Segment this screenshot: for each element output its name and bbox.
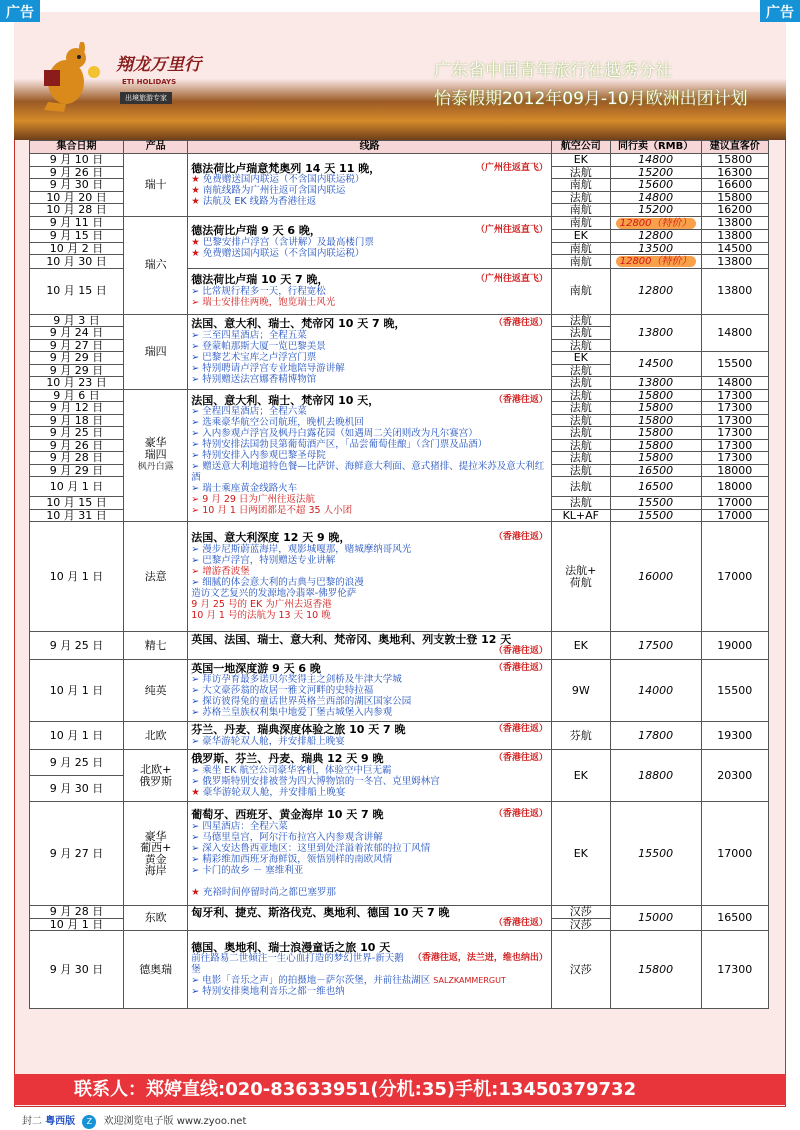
table-row: 9 月 25 日 精七 英国、法国、瑞士、意大利、梵帝冈、奥地利、列支敦士登 12 天 （香港往返） EK 17500 19000 [30, 632, 769, 660]
table-row: 10 月 2 日 南航 13500 14500 [30, 242, 769, 255]
header-product: 产品 [124, 141, 188, 154]
footer-text: 欢迎浏览电子版 [103, 1116, 174, 1127]
table-row: 9 月 12 日 法航 15800 17300 [30, 402, 769, 415]
table-row: 9 月 27 日 法航 [30, 339, 769, 352]
table-row: 10 月 1 日 汉莎 [30, 918, 769, 931]
table-row: 9 月 15 日 EK 12800 13800 [30, 230, 769, 243]
table-row: 9 月 28 日 东欧 匈牙利、捷克、斯洛伐克、奥地利、德国 10 天 7 晚 （香港往返） 汉莎 15000 16500 [30, 906, 769, 919]
header-retail-price: 建议直客价 [701, 141, 768, 154]
logo-chinese-name: 翔龙万里行 [116, 55, 201, 75]
table-row: 9 月 25 日 法航 15800 17300 [30, 427, 769, 440]
header-trade-price: 同行卖（RMB） [610, 141, 701, 154]
table-row: 9 月 29 日 法航 [30, 364, 769, 377]
logo-english-name: ETI HOLIDAYS [122, 78, 177, 86]
table-row: 9 月 30 日 南航 15600 16600 [30, 179, 769, 192]
kangaroo-mascot-icon [36, 42, 106, 114]
table-row: 10 月 23 日 法航 13800 14800 [30, 377, 769, 390]
table-row: 9 月 30 日 德奥瑞 德国、奥地利、瑞士浪漫童话之旅 10 天 （香港往返，法兰进，维也纳出） 前往路易二世倾注一生心血打造的梦幻世界-新天鹅堡 ➢ 电影「音乐之声」的拍摄地－萨尔茨堡，并前往盐湖区 SALZKAMMERGUT ➢ 特别安排奥地利音乐之都一维也纳 汉莎 15800 17300 [30, 931, 769, 1009]
table-row: 10 月 20 日 法航 14800 15800 [30, 191, 769, 204]
table-row: 10 月 31 日 KL+AF 15500 17000 [30, 509, 769, 522]
table-row: 9 月 18 日 法航 15800 17300 [30, 414, 769, 427]
table-row: 9 月 10 日 瑞十 德法荷比卢瑞意梵奥列 14 天 11 晚， （广州往返直飞） ★ 免费赠送国内联运（不含国内联运税） ★ 南航线路为广州往返可含国内联运 ★ 法航及 EK 线路为香港往返 EK 14800 15800 [30, 154, 769, 167]
header-banner [14, 12, 786, 140]
zy-logo-icon: Z [82, 1115, 96, 1129]
ad-label-right: 广告 [760, 0, 800, 22]
table-row: 10 月 1 日 纯英 英国一地深度游 9 天 6 晚 （香港往返） ➢ 拜访孕育最多诺贝尔奖得主之剑桥及牛津大学城 ➢ 大文豪莎翁的故居一雅文河畔的史特拉福 ➢ 探访彼得兔的童话世界英格兰西部的湖区国家公园 ➢ 苏格兰皇族权利集中地爱丁堡古城堡入内参观 9W 14000 15500 [30, 660, 769, 722]
footer-url[interactable]: www.zyoo.net [176, 1116, 247, 1127]
table-row: 9 月 6 日 豪华 瑞四 枫丹白露 法国、意大利、瑞士、梵帝冈 10 天， （香港往返） ➢ 全程四星酒店；全程六菜 ➢ 选乘豪华航空公司航班，晚机去晚机回 ➢ 入内参观卢浮宫及枫丹白露花园（如遇周二关闭则改为凡尔赛宫） ➢ 特别安排法国勃艮第葡萄酒产区，「品尝葡萄佳酿」（含门票及品酒） ➢ 特别安排入内参观巴黎圣母院 ➢ 赠送意大利地道特色餐—比萨饼、海鲜意大利面、意式猪排、提拉米苏及意大利红酒 ➢ 瑞士乘座黄金线路火车 ➢ 9 月 29 日为广州往返法航 ➢ 10 月 1 日两团都是不超 35 人小团 法航 15800 17300 [30, 389, 769, 402]
table-row: 9 月 25 日 北欧+ 俄罗斯 俄罗斯、芬兰、丹麦、瑞典 12 天 9 晚 （香港往返） ➢ 乘坐 EK 航空公司豪华客机，体验空中巨无霸 ➢ 俄罗斯特别安排被誉为四大博物馆的一冬宫、克里姆林宫 ★ 豪华游轮双人舱，并安排船上晚宴 EK 18800 20300 [30, 750, 769, 776]
footer-page: 封二 [22, 1116, 42, 1127]
table-row: 9 月 26 日 法航 15800 17300 [30, 439, 769, 452]
table-row: 9 月 29 日 法航 16500 18000 [30, 464, 769, 477]
table-row: 9 月 11 日 瑞六 德法荷比卢瑞 9 天 6 晚， （广州往返直飞） ★ 巴黎安排卢浮宫（含讲解）及最高楼门票 ★ 免费赠送国内联运（不含国内联运税） 南航 12800（特价） 13800 [30, 216, 769, 230]
table-row: 9 月 28 日 法航 15800 17300 [30, 452, 769, 465]
logo [36, 38, 216, 118]
table-row: 9 月 29 日 EK 14500 15500 [30, 352, 769, 365]
table-row: 9 月 26 日 法航 15200 16300 [30, 166, 769, 179]
table-row: 9 月 24 日 法航 [30, 327, 769, 340]
page-footer [22, 1112, 246, 1129]
header-date: 集合日期 [30, 141, 124, 154]
table-row: 10 月 15 日 法航 15500 17000 [30, 497, 769, 510]
logo-tagline: 出境旅游专家 [120, 92, 172, 104]
table-row: 10 月 1 日 北欧 芬兰、丹麦、瑞典深度体验之旅 10 天 7 晚 （香港往返） ➢ 豪华游轮双人舱，并安排船上晚宴 芬航 17800 19300 [30, 722, 769, 750]
table-row: 10 月 1 日 法意 法国、意大利深度 12 天 9 晚， （香港往返） ➢ 漫步尼斯蔚蓝海岸，观影城嘎那，赌城摩纳哥风光 ➢ 巴黎卢浮宫，特别赠送专业讲解 ➢ 增游香波堡 ➢ 细腻的体会意大利的古典与巴黎的浪漫 造访文艺复兴的发源地冷翡翠-佛罗伦萨 9 月 25 号的 EK 为广州去返香港 10 月 1 号的法航为 13 天 10 晚 法航+ 荷航 16000 17000 [30, 522, 769, 632]
table-row: 10 月 1 日 法航 16500 18000 [30, 477, 769, 497]
agency-name: 广东省中国青年旅行社越秀分社 [434, 61, 672, 81]
table-row: 10 月 30 日 南航 12800（特价） 13800 [30, 255, 769, 269]
header-route: 线路 [188, 141, 552, 154]
table-row: 10 月 28 日 南航 15200 16200 [30, 204, 769, 217]
contact-bar: 联系人：郑婷直线:020-83633951(分机:35)手机:13450379732 [14, 1074, 786, 1105]
table-row: 10 月 15 日 德法荷比卢瑞 10 天 7 晚， （广州往返直飞） ➢ 比常规行程多一天，行程宽松 ➢ 瑞士安排住两晚，饱览瑞士风光 南航 12800 13800 [30, 268, 769, 314]
header-airline: 航空公司 [551, 141, 610, 154]
table-header-row [30, 141, 769, 154]
table-row: 9 月 30 日 [30, 776, 769, 802]
footer-edition: 粤西版 [45, 1116, 76, 1127]
tour-schedule-table [29, 140, 769, 1009]
schedule-title: 怡泰假期2012年09月-10月欧洲出团计划 [434, 89, 748, 109]
ad-label-left: 广告 [0, 0, 40, 22]
table-row: 9 月 3 日 瑞四 法国、意大利、瑞士、梵帝冈 10 天 7 晚， （香港往返） ➢ 三至四星酒店；全程五菜 ➢ 登蒙帕那斯大厦一览巴黎美景 ➢ 巴黎艺术宝库之卢浮宫门票 ➢ 特别聘请卢浮宫专业地陪导游讲解 ➢ 特别赠送法宫娜香精博物馆 法航 13800 14800 [30, 314, 769, 327]
table-row: 9 月 27 日 豪华 葡西+ 黄金 海岸 葡萄牙、西班牙、黄金海岸 10 天 7 晚 （香港往返） ➢ 四星酒店：全程六菜 ➢ 马德里皇宫，阿尔汗布拉宫入内参观含讲解 ➢ 深入安达鲁西亚地区：这里到处洋溢着浓郁的拉丁风情 ➢ 精彩维加西班牙海鲜饭，领悟别样的南欧风情 ➢ 卡门的故乡 － 塞维利亚 ★ 充裕时间停留时尚之都巴塞罗那 EK 15500 17000 [30, 802, 769, 906]
